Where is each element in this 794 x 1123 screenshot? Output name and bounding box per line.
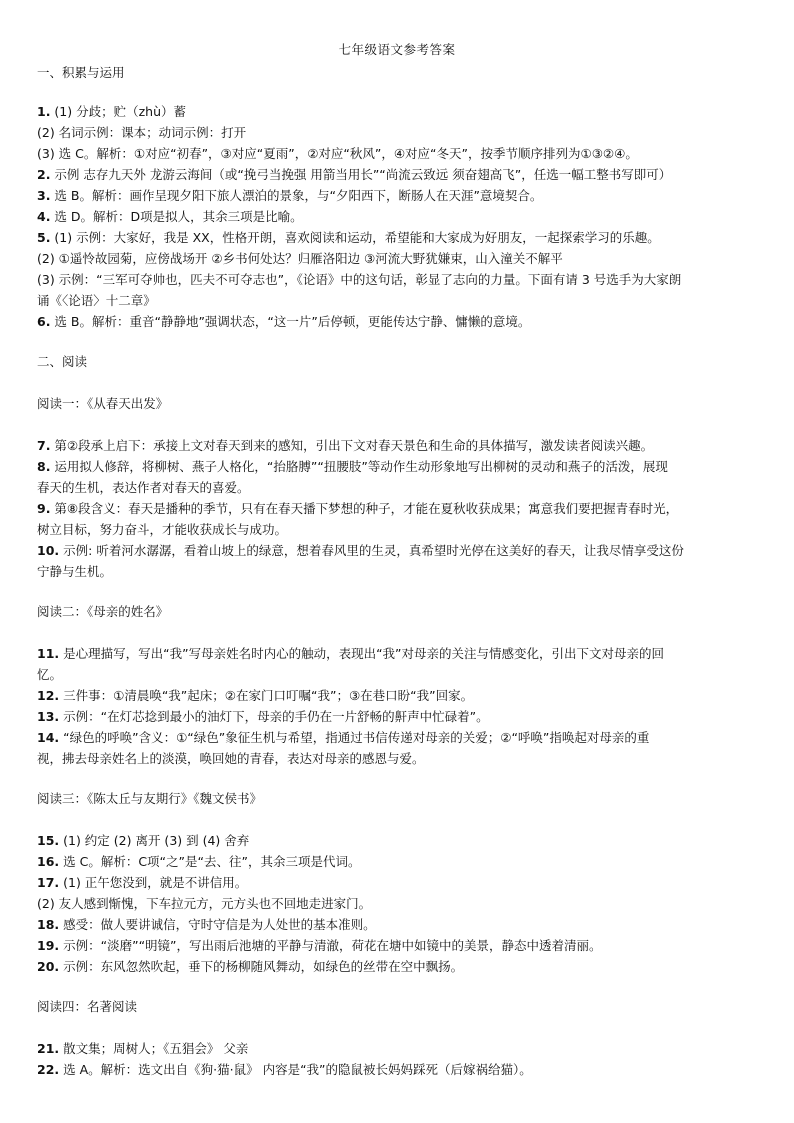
- question-number: 3.: [37, 188, 51, 203]
- answer-text: 示例：东风忽然吹起，垂下的杨柳随风舞动，如绿色的丝带在空中飘扬。: [59, 959, 464, 974]
- answer-line: [37, 956, 767, 977]
- answer-line: (2) 名词示例：课本；动词示例：打开: [37, 125, 247, 140]
- answer-text: 是心理描写，写出“我”写母亲姓名时内心的触动，表现出“我”对母亲的关注与情感变化，引出下文对母亲的回: [59, 646, 665, 661]
- question-number: 11.: [37, 646, 60, 661]
- answer-line: [37, 643, 767, 664]
- question-number: 12.: [37, 688, 60, 703]
- question-number: 21.: [37, 1041, 60, 1056]
- reading-heading: 阅读三：《陈太丘与友期行》《魏文侯书》: [37, 791, 263, 806]
- question-number: 19.: [37, 938, 60, 953]
- answer-text: 示例：“淡磨”“明镜”，写出雨后池塘的平静与清澈，荷花在塘中如镜中的美景，静态中透着清丽。: [59, 938, 602, 953]
- section-heading: 二、阅读: [37, 354, 88, 369]
- answer-line: 视，拂去母亲姓名上的淡漠，唤回她的青春，表达对母亲的感恩与爱。: [37, 751, 425, 766]
- question-number: 7.: [37, 438, 51, 453]
- answer-line: [37, 1038, 767, 1059]
- answer-text: 示例 志存九天外 龙游云海间（或“挽弓当挽强 用箭当用长”“尚流云致远 须奋翅高飞”，任选一幅工整书写即可）: [50, 167, 672, 182]
- answer-line: 诵《〈论语〉十二章》: [37, 293, 156, 308]
- answer-text: 选 C。解析：C项“之”是“去、往”，其余三项是代词。: [59, 854, 361, 869]
- answer-line: 忆。: [37, 667, 63, 682]
- answer-text: 感受：做人要讲诚信，守时守信是为人处世的基本准则。: [59, 917, 376, 932]
- answer-line: [37, 311, 767, 332]
- question-number: 22.: [37, 1062, 60, 1077]
- answer-line: [37, 830, 767, 851]
- answer-text: 三件事：①清晨唤“我”起床；②在家门口叮嘱“我”；③在巷口盼“我”回家。: [59, 688, 474, 703]
- answer-text: 选 B。解析：重音“静静地”强调状态，“这一片”后停顿，更能传达宁静、慵懒的意境。: [50, 314, 531, 329]
- answer-line: [37, 1059, 767, 1080]
- question-number: 20.: [37, 959, 60, 974]
- answer-line: (3) 选 C。解析：①对应“初春”，③对应“夏雨”，②对应“秋风”，④对应“冬天”，按季节顺序排列为①③②④。: [37, 146, 638, 161]
- answer-line: [37, 851, 767, 872]
- question-number: 18.: [37, 917, 60, 932]
- answer-text: (1) 约定 (2) 离开 (3) 到 (4) 舍弃: [59, 833, 250, 848]
- answer-line: [37, 685, 767, 706]
- answer-text: (1) 分歧；贮（zhù）蓄: [50, 104, 187, 119]
- answer-text: 示例：“在灯芯捻到最小的油灯下，母亲的手仍在一片舒畅的鼾声中忙碌着”。: [59, 709, 489, 724]
- answer-line: [37, 227, 767, 248]
- answer-line: 宁静与生机。: [37, 564, 113, 579]
- question-number: 14.: [37, 730, 60, 745]
- answer-text: 示例: 听着河水潺潺，看着山坡上的绿意，想着春风里的生灵，真希望时光停在这美好的春天，让我尽情享受这份: [59, 543, 684, 558]
- answer-text: 选 B。解析：画作呈现夕阳下旅人漂泊的景象，与“夕阳西下，断肠人在天涯”意境契合。: [50, 188, 543, 203]
- answer-text: 散文集；周树人；《五猖会》 父亲: [59, 1041, 249, 1056]
- page-title: 七年级语文参考答案: [338, 42, 456, 57]
- reading-heading: 阅读四：名著阅读: [37, 999, 138, 1014]
- reading-heading: 阅读一：《从春天出发》: [37, 396, 169, 411]
- answer-text: 运用拟人修辞，将柳树、燕子人格化，“抬胳膊”“扭腰肢”等动作生动形象地写出柳树的灵动和燕子的活泼，展现: [50, 459, 668, 474]
- question-number: 4.: [37, 209, 51, 224]
- answer-line: (2) 友人感到惭愧，下车拉元方，元方头也不回地走进家门。: [37, 896, 372, 911]
- question-number: 1.: [37, 104, 51, 119]
- answer-text: 选 D。解析：D项是拟人，其余三项是比喻。: [50, 209, 303, 224]
- answer-line: [37, 727, 767, 748]
- answer-line: (3) 示例：“三军可夺帅也，匹夫不可夺志也”，《论语》中的这句话，彰显了志向的力量。下面有请 3 号选手为大家朗: [37, 272, 682, 287]
- answer-text: (1) 示例：大家好，我是 XX，性格开朗，喜欢阅读和运动，希望能和大家成为好朋友，一起探索学习的乐趣。: [50, 230, 660, 245]
- question-number: 16.: [37, 854, 60, 869]
- answer-text: “绿色的呼唤”含义：①“绿色”象征生机与希望，指通过书信传递对母亲的关爱；②“呼唤”指唤起对母亲的重: [59, 730, 650, 745]
- answer-line: [37, 435, 767, 456]
- section-heading: 一、积累与运用: [37, 65, 125, 80]
- answer-line: 树立目标，努力奋斗，才能收获成长与成功。: [37, 522, 288, 537]
- question-number: 5.: [37, 230, 51, 245]
- answer-line: [37, 872, 767, 893]
- reading-heading: 阅读二：《母亲的姓名》: [37, 604, 169, 619]
- question-number: 17.: [37, 875, 60, 890]
- question-number: 15.: [37, 833, 60, 848]
- answer-line: [37, 540, 767, 561]
- answer-line: [37, 185, 767, 206]
- question-number: 8.: [37, 459, 51, 474]
- answer-line: 春天的生机，表达作者对春天的喜爱。: [37, 480, 250, 495]
- answer-line: (2) ①遥怜故园菊，应傍战场开 ②乡书何处达？归雁洛阳边 ③河流大野犹嫌束，山入潼关不解平: [37, 251, 563, 266]
- answer-line: [37, 456, 767, 477]
- answer-line: [37, 206, 767, 227]
- answer-line: [37, 706, 767, 727]
- answer-line: [37, 498, 767, 519]
- question-number: 9.: [37, 501, 51, 516]
- answer-text: (1) 正午您没到，就是不讲信用。: [59, 875, 248, 890]
- answer-line: [37, 164, 767, 185]
- answer-line: [37, 914, 767, 935]
- question-number: 6.: [37, 314, 51, 329]
- answer-text: 第⑧段含义：春天是播种的季节，只有在春天播下梦想的种子，才能在夏秋收获成果；寓意我们要把握青春时光，: [50, 501, 679, 516]
- answer-line: [37, 101, 767, 122]
- question-number: 13.: [37, 709, 60, 724]
- question-number: 2.: [37, 167, 51, 182]
- answer-text: 第②段承上启下：承接上文对春天到来的感知，引出下文对春天景色和生命的具体描写，激发读者阅读兴趣。: [50, 438, 654, 453]
- answer-line: [37, 935, 767, 956]
- answer-text: 选 A。解析：选文出自《狗·猫·鼠》 内容是“我”的隐鼠被长妈妈踩死（后嫁祸给猫）。: [59, 1062, 532, 1077]
- question-number: 10.: [37, 543, 60, 558]
